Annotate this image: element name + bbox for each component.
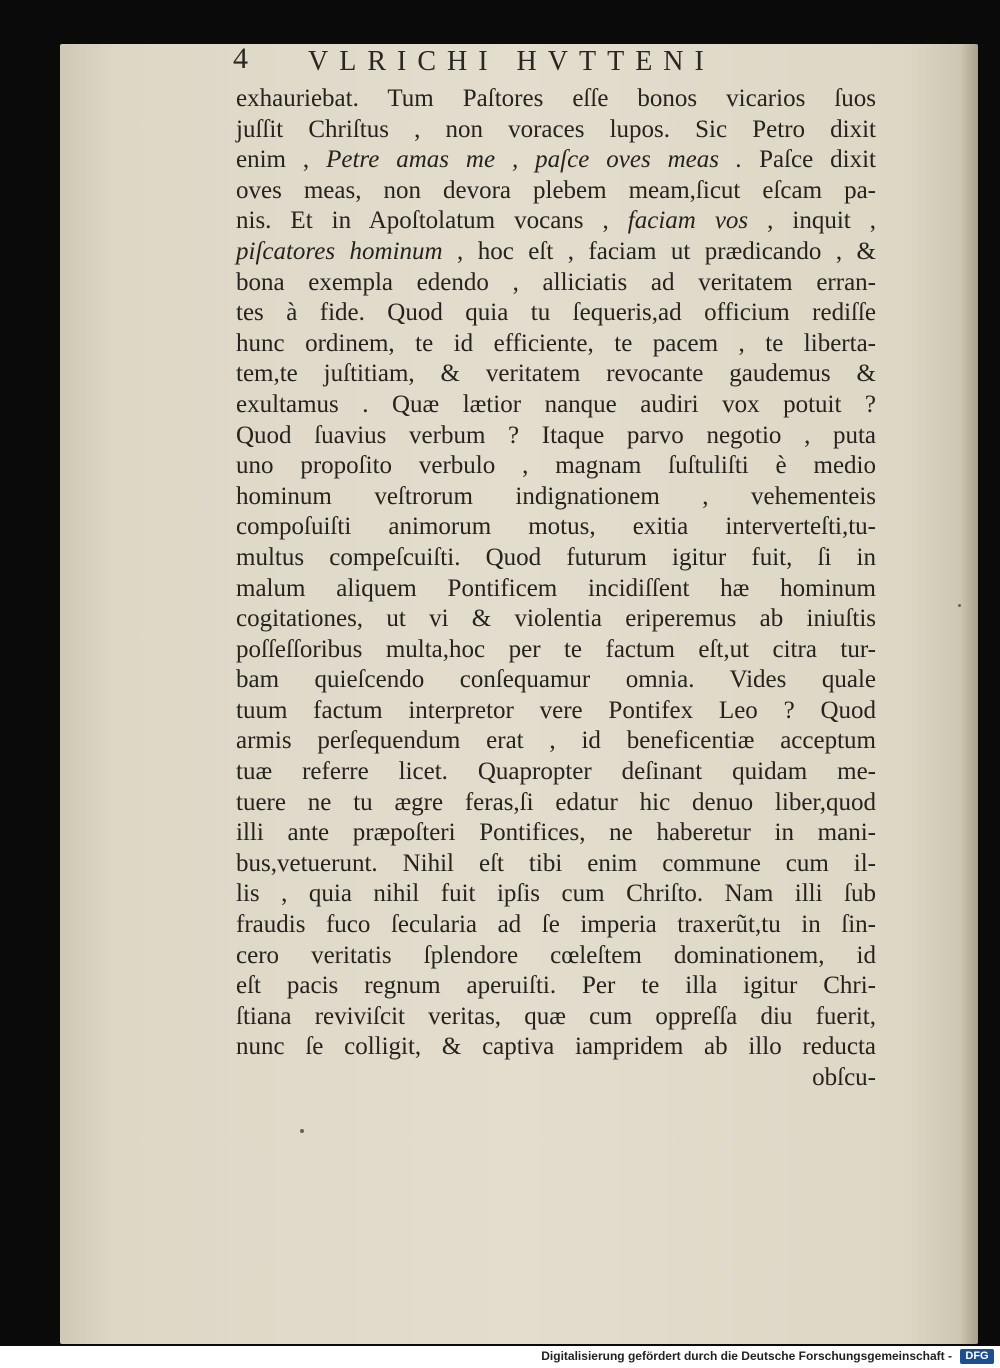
text-run: armis perſequendum erat , id beneficentiæ acceptum xyxy=(236,727,876,755)
text-line xyxy=(236,574,876,605)
text-line xyxy=(236,543,876,574)
text-line xyxy=(236,879,876,910)
text-run: Paſce dixit xyxy=(742,146,876,174)
text-run: ſtiana reviviſcit veritas, quæ cum oppreſſa diu fuerit, xyxy=(236,1002,876,1030)
page-number: 4 xyxy=(233,42,248,75)
italic-phrase: piſcatores hominum xyxy=(236,237,443,265)
text-line xyxy=(236,482,876,513)
text-line xyxy=(236,788,876,819)
text-run: lis , quia nihil fuit ipſis cum Chriſto. Nam illi ſub xyxy=(236,880,876,908)
text-run: tuere ne tu ægre feras,ſi edatur hic denuo liber,quod xyxy=(236,788,876,816)
italic-phrase: Petre amas me , paſce oves meas . xyxy=(326,146,743,174)
text-line xyxy=(236,665,876,696)
text-run: bam quieſcendo conſequamur omnia. Vides quale xyxy=(236,666,876,694)
text-run: bus,vetuerunt. Nihil eſt tibi enim commune cum il- xyxy=(236,849,876,877)
text-run: enim , xyxy=(236,146,327,174)
text-line xyxy=(236,849,876,880)
text-run: exhauriebat. Tum Paſtores eſſe bonos vicarios ſuos xyxy=(236,85,876,112)
text-line xyxy=(236,206,876,237)
text-run: cogitationes, ut vi & violentia eriperemus ab iniuſtis xyxy=(236,605,876,633)
text-line xyxy=(236,176,876,207)
text-run: cero veritatis ſplendore cœleſtem dominationem, id xyxy=(236,941,876,969)
italic-phrase: faciam vos xyxy=(627,207,749,235)
text-run: , inquit , xyxy=(748,207,876,235)
text-run: , hoc eſt , faciam ut prædicando , & xyxy=(442,237,876,265)
text-line xyxy=(236,359,876,390)
text-run: nunc ſe colligit, & captiva iampridem ab illo reducta xyxy=(236,1033,876,1061)
text-line xyxy=(236,818,876,849)
text-run: oves meas, non devora plebem meam,ſicut eſcam pa- xyxy=(236,176,876,204)
text-line xyxy=(236,757,876,788)
text-line xyxy=(236,941,876,972)
text-line xyxy=(236,84,876,115)
text-run: compoſuiſti animorum motus, exitia interverteſti,tu- xyxy=(236,513,876,541)
running-head xyxy=(233,42,833,82)
text-line xyxy=(236,1002,876,1033)
text-run: poſſeſſoribus multa,hoc per te factum eſt,ut citra tur- xyxy=(236,635,876,663)
text-line xyxy=(236,910,876,941)
text-line xyxy=(236,635,876,666)
text-line xyxy=(236,390,876,421)
text-line xyxy=(236,451,876,482)
text-run: uno propoſito verbulo , magnam ſuſtuliſti è medio xyxy=(236,452,876,480)
text-run: Quod ſuavius verbum ? Itaque parvo negotio , puta xyxy=(236,421,876,449)
text-run: exultamus . Quæ lætior nanque audiri vox potuit ? xyxy=(236,390,876,418)
text-line xyxy=(236,298,876,329)
paper-speck xyxy=(958,604,961,607)
text-run: tuæ referre licet. Quapropter deſinant quidam me- xyxy=(236,758,876,786)
text-run: eſt pacis regnum aperuiſti. Per te illa igitur Chri- xyxy=(236,972,876,1000)
text-run: juſſit Chriſtus , non voraces lupos. Sic Petro dixit xyxy=(236,115,876,143)
funding-credit: Digitalisierung gefördert durch die Deutsche Forschungsgemeinschaft - xyxy=(541,1349,952,1363)
text-run: bona exempla edendo , alliciatis ad veritatem erran- xyxy=(236,268,876,296)
text-line xyxy=(236,237,876,268)
text-line xyxy=(236,329,876,360)
text-line xyxy=(236,604,876,635)
paper-speck xyxy=(300,1129,304,1133)
text-run: multus compeſcuiſti. Quod futurum igitur fuit, ſi in xyxy=(236,543,876,571)
text-run: illi ante præpoſteri Pontifices, ne haberetur in mani- xyxy=(236,819,876,847)
text-line xyxy=(236,268,876,299)
text-line xyxy=(236,115,876,146)
text-line xyxy=(236,145,876,176)
page-edge-shadow xyxy=(960,44,978,1344)
text-run: hominum veſtrorum indignationem , vehementeis xyxy=(236,482,876,510)
text-line xyxy=(236,1032,876,1063)
text-run: fraudis fuco ſecularia ad ſe imperia traxerũt,tu in ſin- xyxy=(236,911,876,939)
text-run: tuum factum interpretor vere Pontifex Leo ? Quod xyxy=(236,696,876,724)
body-text xyxy=(236,84,876,1094)
text-line xyxy=(236,421,876,452)
text-run: nis. Et in Apoſtolatum vocans , xyxy=(236,207,628,235)
text-line xyxy=(236,512,876,543)
text-run: obſcu- xyxy=(812,1064,876,1091)
footer-bar xyxy=(0,1346,1000,1368)
dfg-logo: DFG xyxy=(960,1349,994,1364)
text-line xyxy=(236,1063,876,1094)
text-run: malum aliquem Pontificem incidiſſent hæ hominum xyxy=(236,574,876,602)
text-run: hunc ordinem, te id efficiente, te pacem , te liberta- xyxy=(236,329,876,357)
text-line xyxy=(236,726,876,757)
text-line xyxy=(236,696,876,727)
text-run: tes à fide. Quod quia tu ſequeris,ad officium rediſſe xyxy=(236,299,876,327)
text-run: tem,te juſtitiam, & veritatem revocante gaudemus & xyxy=(236,360,876,388)
text-line xyxy=(236,971,876,1002)
running-title: VLRICHI HVTTENI xyxy=(308,46,715,77)
